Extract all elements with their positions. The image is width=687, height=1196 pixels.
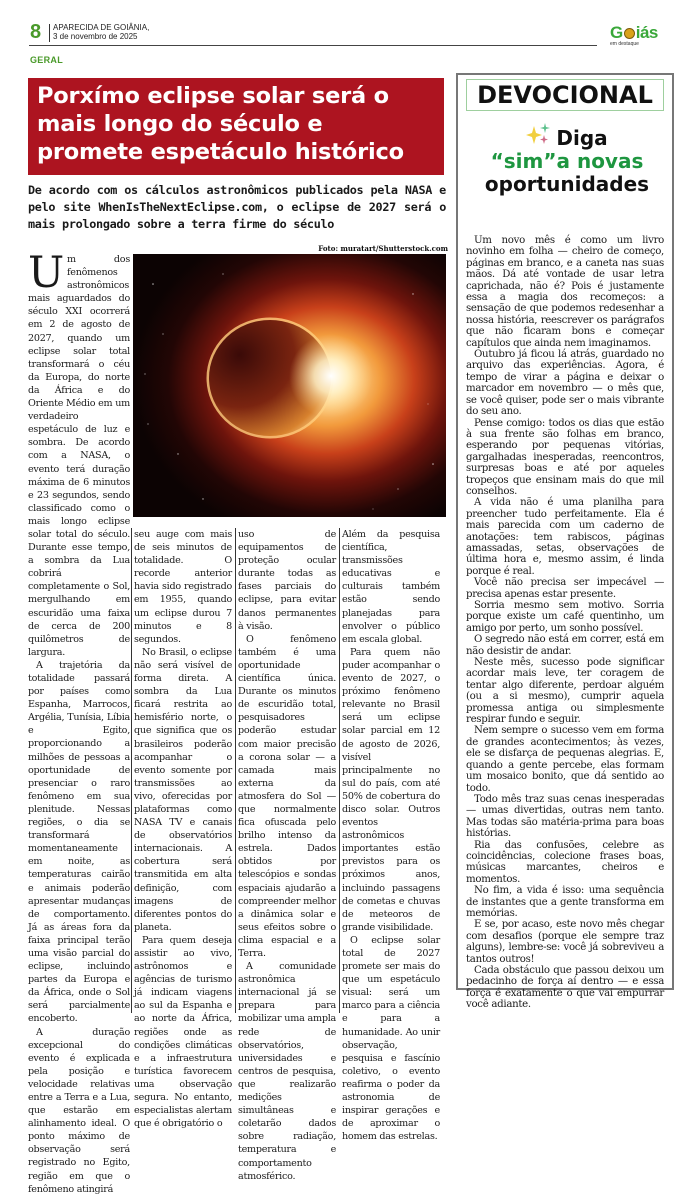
devotional-paragraph: Ria das confusões, celebre as coincidências, colecione frases boas, músicas marcantes, cheiros e momentos.: [466, 839, 664, 885]
article-column-3: [238, 528, 336, 1183]
devotional-paragraph: Você não precisa ser impecável — precisa apenas estar presente.: [466, 577, 664, 600]
devotional-paragraph: O segredo não está em correr, está em não desistir de andar.: [466, 634, 664, 657]
dateline-date: 3 de novembro de 2025: [53, 32, 138, 41]
devotional-paragraph: A vida não é uma planilha para preencher tudo perfeitamente. Ela é mais parecida com um caderno de anotações: tem rabiscos, páginas amassadas, setas, observações de última hora e, mesmo assim, é linda porque é real.: [466, 497, 664, 577]
logo-subtitle: em destaque: [610, 41, 639, 47]
newspaper-logo: [610, 24, 674, 47]
devotional-paragraph: No fim, a vida é isso: uma sequência de instantes que a gente transforma em memórias.: [466, 885, 664, 919]
article-paragraph: seu auge com mais de seis minutos de totalidade. O recorde anterior havia sido registrado em 1955, quando um eclipse durou 7 minutos e 8 segundos.: [134, 529, 232, 645]
dateline-city: APARECIDA DE GOIÂNIA,: [53, 23, 150, 32]
article-paragraph: Além da pesquisa científica, transmissões educativas e culturais também estão sendo planejadas para envolver o público em escala global.: [342, 529, 440, 645]
article-paragraph: A comunidade astronômica internacional já se prepara para mobilizar uma ampla rede de observatórios, universidades e centros de pesquisa, que realizarão medições simultâneas e coletarão dados sobre radiação, temperatura e comportamento atmosférico.: [238, 961, 336, 1182]
devotional-box: [456, 73, 674, 1011]
sparkles-icon: [526, 123, 552, 145]
article-paragraph: No Brasil, o eclipse não será visível de forma direta. A sombra da Lua ficará restrita ao hemisfério norte, o que significa que os brasileiros poderão acompanhar o evento somente por transmissões ao vivo, oferecidas por plataformas como NASA TV e canais de observatórios internacionais. A cobertura será transmitida em alta definição, com imagens de diferentes pontos do planeta.: [134, 646, 232, 933]
article-paragraph: m dos fenômenos astronômicos mais aguardados do século XXI ocorrerá em 2 de agosto de 2027, quando um eclipse solar total transformará o céu da Europa, do norte da África e do Oriente Médio em um verdadeiro espetáculo de luz e sombra. De acordo com a NASA, o evento terá duração máxima de 6 minutos e 23 segundos, sendo classificado como o mais longo eclipse solar total do século. Durante esse tempo, a sombra da Lua cobrirá completamente o Sol, mergulhando em escuridão uma faixa de cerca de 200 quilômetros de largura.: [28, 254, 130, 658]
header-separator: [49, 24, 50, 42]
article-paragraph: Para quem não puder acompanhar o evento de 2027, o próximo fenômeno relevante no Brasil será um eclipse solar parcial em 12 de agosto de 2026, visível principalmente no sul do país, com até 50% de cobertura do disco solar. Outros eventos astronômicos importantes estão previstos para os próximos anos, incluindo passagens de cometas e chuvas de meteoros de grande visibilidade.: [342, 646, 440, 933]
article-deck: De acordo com os cálculos astronômicos publicados pela NASA e pelo site WhenIsTheNextEclipse.com, o eclipse de 2027 será o mais prolongado sobre a terra firme do século: [28, 183, 446, 231]
devotional-paragraph: E se, por acaso, este novo mês chegar com desafios (porque ele sempre traz alguns), lembre-se: você já sobreviveu a tantos outros!: [466, 919, 664, 965]
devotional-paragraph: Outubro já ficou lá atrás, guardado no arquivo das experiências. Agora, é tempo de virar a página e deixar o marcador em novembro — o mês que, se você quiser, pode ser o mais vibrante do seu ano.: [466, 349, 664, 418]
header-rule: [29, 45, 597, 46]
devotional-paragraph: Nem sempre o sucesso vem em forma de grandes acontecimentos; às vezes, ele se disfarça de pequenas alegrias. E, quando a gente percebe, elas formam um mosaico bonito, que dá sentido ao todo.: [466, 725, 664, 794]
article-paragraph: A duração excepcional do evento é explicada pela posição e velocidade relativas entre a Terra e a Lua, que estarão em alinhamento ideal. O ponto máximo de observação será registrado no Egito, região em que o fenômeno atingirá: [28, 1026, 130, 1195]
heading-line-3: oportunidades: [484, 172, 650, 196]
logo-text-left: G: [610, 23, 623, 42]
eclipse-image: [133, 254, 446, 517]
column-divider: [235, 528, 236, 1013]
logo-text-right: iás: [635, 23, 658, 42]
article-paragraph: A trajetória da totalidade passará por países como Espanha, Marrocos, Argélia, Tunísia, Líbia e Egito, proporcionando a milhões de pessoas a oportunidade de presenciar o raro fenômeno em sua plenitude. Nessas regiões, o dia se transformará momentaneamente em noite, as temperaturas cairão e animais poderão apresentar mudanças de comportamento. Já as áreas fora da faixa principal terão uma visão parcial do eclipse, incluindo partes da Europa e da África, onde o Sol será parcialmente encoberto.: [28, 659, 130, 1025]
devotional-title-frame: [466, 79, 664, 111]
devotional-body: [466, 235, 664, 1011]
article-paragraph: O eclipse solar total de 2027 promete ser mais do que um espetáculo visual: será um marco para a ciência e para a humanidade. Ao unir observação, pesquisa e fascínio coletivo, o evento reafirma o poder da astronomia de inspirar gerações e de aproximar o homem das estrelas.: [342, 934, 440, 1143]
devotional-paragraph: Todo mês traz suas cenas inesperadas — umas divertidas, outras nem tanto. Mas todas são matéria-prima para boas histórias.: [466, 793, 664, 840]
column-divider: [131, 528, 132, 1013]
section-label: GERAL: [30, 55, 63, 65]
devotional-heading: [464, 123, 670, 196]
photo-credit: Foto: muratart/Shutterstock.com: [318, 244, 448, 253]
devotional-title: DEVOCIONAL: [477, 81, 653, 109]
devotional-paragraph: Pense comigo: todos os dias que estão à sua frente são folhas em branco, esperando por pequenas vitórias, gargalhadas inesperadas, reencontros, surpresas boas e até por aqueles tropeços que ensinam mais do que mil conselhos.: [466, 417, 664, 497]
article-paragraph: uso de equipamentos de proteção ocular durante todas as fases parciais do eclipse, para evitar danos permanentes à visão.: [238, 529, 336, 632]
headline-banner: [28, 78, 444, 175]
devotional-paragraph: Sorria mesmo sem motivo. Sorria porque existe um café quentinho, um amigo por perto, um sonho possível.: [466, 600, 664, 634]
article-paragraph: Para quem deseja assistir ao vivo, astrônomos e agências de turismo já indicam viagens ao sul da Espanha e ao norte da África, regiões onde as condições climáticas e a infraestrutura turística favorecem uma observação segura. No entanto, especialistas alertam que é obrigatório o: [134, 934, 232, 1130]
eclipse-photo: [133, 254, 446, 517]
logo-emblem-icon: [624, 28, 635, 39]
article-paragraph: O fenômeno também é uma oportunidade científica única. Durante os minutos de escuridão total, pesquisadores poderão estudar com maior precisão a corona solar — a camada mais externa da atmosfera do Sol — que normalmente fica ofuscada pelo brilho intenso da estrela. Dados obtidos por telescópios e sondas espaciais ajudarão a compreender melhor a dinâmica solar e seus efeitos sobre o clima espacial e a Terra.: [238, 633, 336, 959]
article-column-4: [342, 528, 440, 1143]
devotional-paragraph: Um novo mês é como um livro novinho em folha — cheiro de começo, páginas em branco, e a caneta nas suas mãos. Dá até vontade de usar letra caprichada, não é? Pois é justamente essa a magia dos recomeços: a sensação de que podemos redesenhar a nossa história, reescrever os parágrafos que não ficaram bons e começar capítulos que ainda nem imaginamos.: [466, 235, 664, 349]
devotional-paragraph: Cada obstáculo que passou deixou um pedacinho de força aí dentro — e essa força é exatamente o que vai empurrar você adiante.: [466, 965, 664, 1011]
article-headline: Porxímo eclipse solar será o mais longo do século e promete espetáculo histórico: [37, 83, 404, 165]
article-column-2: [134, 528, 232, 1130]
page-number: 8: [30, 21, 42, 43]
dateline: [53, 23, 149, 41]
article-column-1: [28, 248, 130, 1196]
heading-line-1: Diga: [556, 126, 608, 150]
drop-cap: U: [28, 248, 64, 298]
devotional-paragraph: Neste mês, sucesso pode significar acordar mais leve, ter coragem de tentar algo diferente, perdoar alguém (ou a si mesmo), cumprir aquela promessa antiga ou simplesmente respirar fundo e seguir.: [466, 657, 664, 726]
heading-line-2: “sim”a novas: [490, 149, 644, 173]
column-divider: [339, 528, 340, 1013]
diamond-ring-flare: [289, 334, 373, 418]
